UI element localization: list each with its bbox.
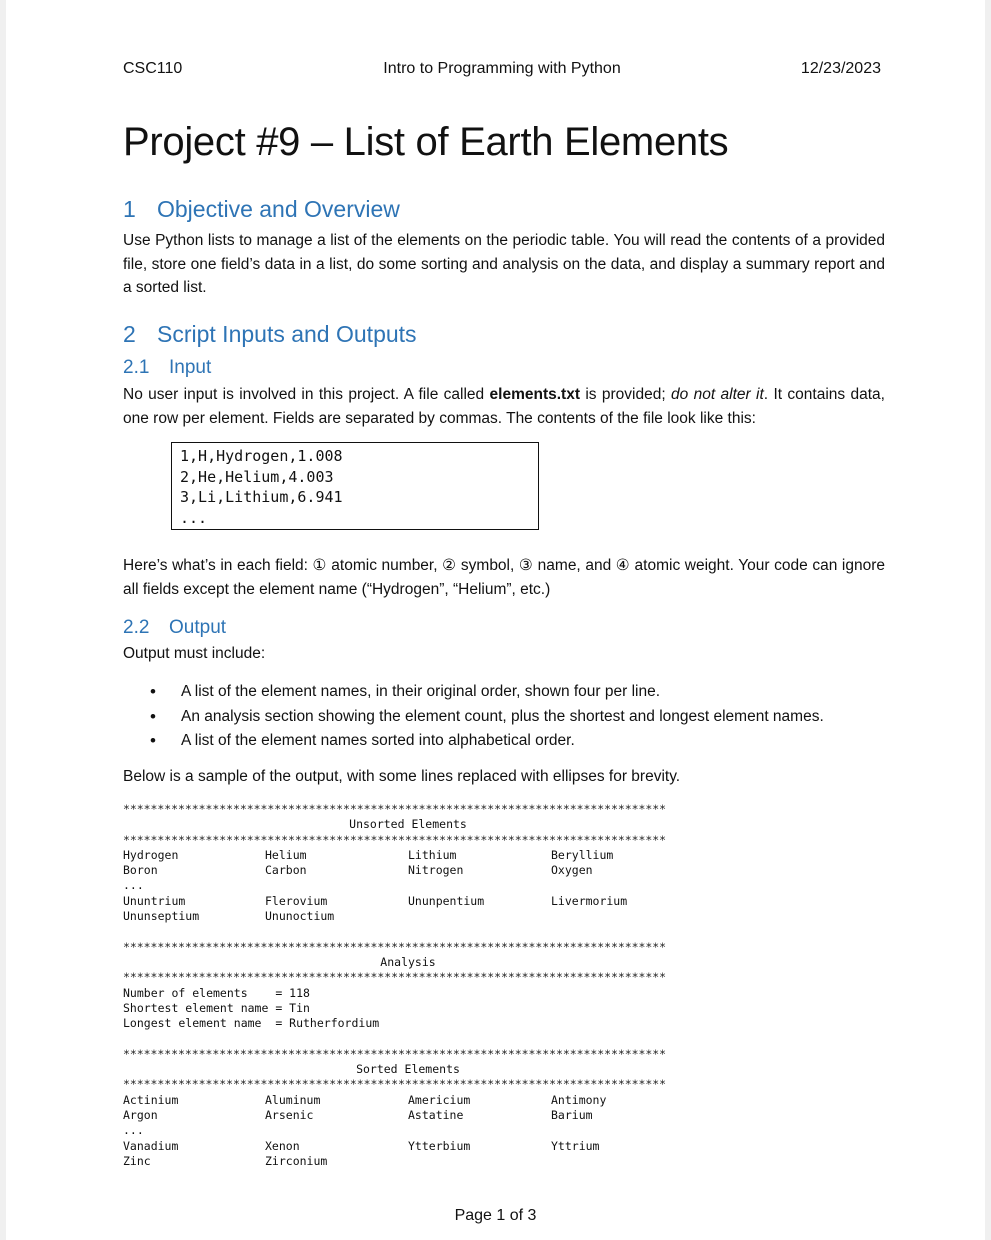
- element-name-cell: Nitrogen: [408, 863, 464, 878]
- section-2-2-number: 2.2: [123, 617, 150, 638]
- code-line: 2,He,Helium,4.003: [180, 467, 334, 486]
- element-name-cell: Arsenic: [265, 1107, 314, 1122]
- output-requirements-list: [150, 680, 890, 754]
- element-name-cell: Aluminum: [265, 1092, 321, 1107]
- section-2-heading: [123, 321, 417, 348]
- sorted-title: Sorted Elements: [356, 1062, 460, 1077]
- element-name-cell: Astatine: [408, 1107, 464, 1122]
- page-number: Page 1 of 3: [454, 1207, 537, 1224]
- table-row: [123, 894, 703, 909]
- page-edge-right: [985, 0, 991, 1240]
- element-name-cell: Helium: [265, 847, 307, 862]
- sample-output: [123, 802, 703, 1169]
- fields-description: Here’s what’s in each field: ① atomic number, ② symbol, ③ name, and ④ atomic weight. Your code can ignore all fields except the element name (“Hydrogen”, “Helium”, etc.): [123, 557, 885, 598]
- section-2-1-text: [123, 383, 885, 430]
- header-course: CSC110: [123, 60, 183, 77]
- code-line: 1,H,Hydrogen,1.008: [180, 447, 343, 465]
- element-name-cell: ...: [123, 1123, 144, 1138]
- element-name-cell: Antimony: [551, 1092, 607, 1107]
- table-row: [123, 1108, 703, 1123]
- header-date: 12/23/2023: [800, 60, 881, 77]
- section-2-1-title: Input: [169, 357, 212, 378]
- page-header: [123, 60, 881, 82]
- page-edge-left: [0, 0, 6, 1240]
- input-file-name: elements.txt: [489, 386, 580, 403]
- section-1-text: Use Python lists to manage a list of the elements on the periodic table. You will read the contents of a provided file, store one field’s data in a list, do some sorting and analysis on the data, and display a summary report and a sorted list.: [123, 232, 885, 296]
- table-row: [123, 1123, 703, 1138]
- unsorted-title: Unsorted Elements: [349, 817, 467, 832]
- element-name-cell: Argon: [123, 1107, 158, 1122]
- element-name-cell: Ytterbium: [408, 1138, 471, 1153]
- table-row: [123, 863, 703, 878]
- bullet-icon: •: [150, 731, 156, 750]
- section-2-1-number: 2.1: [123, 357, 150, 378]
- element-name-cell: Beryllium: [551, 847, 614, 862]
- bullet-icon: •: [150, 682, 156, 701]
- sorted-table: [123, 1093, 703, 1169]
- element-name-cell: Oxygen: [551, 863, 593, 878]
- code-line: ...: [180, 508, 208, 527]
- table-row: [123, 1093, 703, 1108]
- table-row: [123, 1139, 703, 1154]
- element-name-cell: Ununseptium: [123, 909, 200, 924]
- section-2-2-title: Output: [169, 617, 227, 638]
- element-name-cell: Carbon: [265, 863, 307, 878]
- input-text-b: is provided;: [579, 386, 672, 403]
- element-name-cell: Xenon: [265, 1138, 300, 1153]
- analysis-line: Shortest element name = Tin: [123, 1000, 310, 1015]
- analysis-line: Longest element name = Rutherfordium: [123, 1016, 380, 1031]
- element-name-cell: Lithium: [408, 847, 457, 862]
- output-intro: Output must include:: [123, 645, 266, 662]
- unsorted-table: [123, 848, 703, 924]
- analysis-title: Analysis: [380, 954, 436, 969]
- element-name-cell: ...: [123, 878, 144, 893]
- element-name-cell: Ununpentium: [408, 893, 485, 908]
- list-item: • A list of the element names sorted into alphabetical order.: [150, 729, 890, 754]
- element-name-cell: Zirconium: [265, 1153, 328, 1168]
- input-text-a: No user input is involved in this project. A file called: [123, 386, 490, 403]
- element-name-cell: Hydrogen: [123, 847, 179, 862]
- element-name-cell: Americium: [408, 1092, 471, 1107]
- section-1-number: 1: [123, 196, 136, 222]
- element-name-cell: Ununtrium: [123, 893, 186, 908]
- star-divider: *******************************************************************************: [123, 970, 667, 985]
- table-row: [123, 909, 703, 924]
- sample-intro: Below is a sample of the output, with some lines replaced with ellipses for brevity.: [123, 768, 681, 785]
- element-name-cell: Ununoctium: [265, 909, 335, 924]
- code-line: 3,Li,Lithium,6.941: [180, 488, 343, 506]
- list-item: • A list of the element names, in their original order, shown four per line.: [150, 680, 890, 705]
- section-2-1-heading: [123, 357, 211, 379]
- section-2-number: 2: [123, 321, 136, 347]
- element-name-cell: Livermorium: [551, 893, 628, 908]
- element-name-cell: Zinc: [123, 1153, 151, 1168]
- table-row: [123, 1154, 703, 1169]
- element-name-cell: Actinium: [123, 1092, 179, 1107]
- bullet-icon: •: [150, 706, 156, 726]
- star-divider: *******************************************************************************: [123, 939, 667, 954]
- star-divider: *******************************************************************************: [123, 1046, 667, 1061]
- star-divider: *******************************************************************************: [123, 802, 667, 816]
- list-item: • An analysis section showing the element count, plus the shortest and longest element names.: [150, 705, 890, 730]
- element-name-cell: Flerovium: [265, 893, 328, 908]
- section-1-title: Objective and Overview: [157, 196, 400, 222]
- element-name-cell: Boron: [123, 863, 158, 878]
- element-name-cell: Barium: [551, 1107, 593, 1122]
- header-course-title: Intro to Programming with Python: [383, 60, 621, 77]
- input-text-italic: do not alter it: [671, 386, 764, 403]
- star-divider: *******************************************************************************: [123, 832, 667, 847]
- section-2-title: Script Inputs and Outputs: [157, 321, 417, 347]
- element-name-cell: Yttrium: [551, 1138, 600, 1153]
- page-title: Project #9 – List of Earth Elements: [123, 120, 729, 164]
- section-2-2-heading: [123, 617, 226, 639]
- section-1-heading: [123, 196, 400, 223]
- star-divider: *******************************************************************************: [123, 1077, 667, 1092]
- element-name-cell: Vanadium: [123, 1138, 179, 1153]
- analysis-line: Number of elements = 118: [123, 985, 310, 1000]
- input-text-c: . It contains data, one row per element. Fields are separated by commas. The contents of the file look like this:: [123, 386, 885, 427]
- table-row: [123, 848, 703, 863]
- table-row: [123, 878, 703, 893]
- file-contents-code-box: [171, 442, 539, 530]
